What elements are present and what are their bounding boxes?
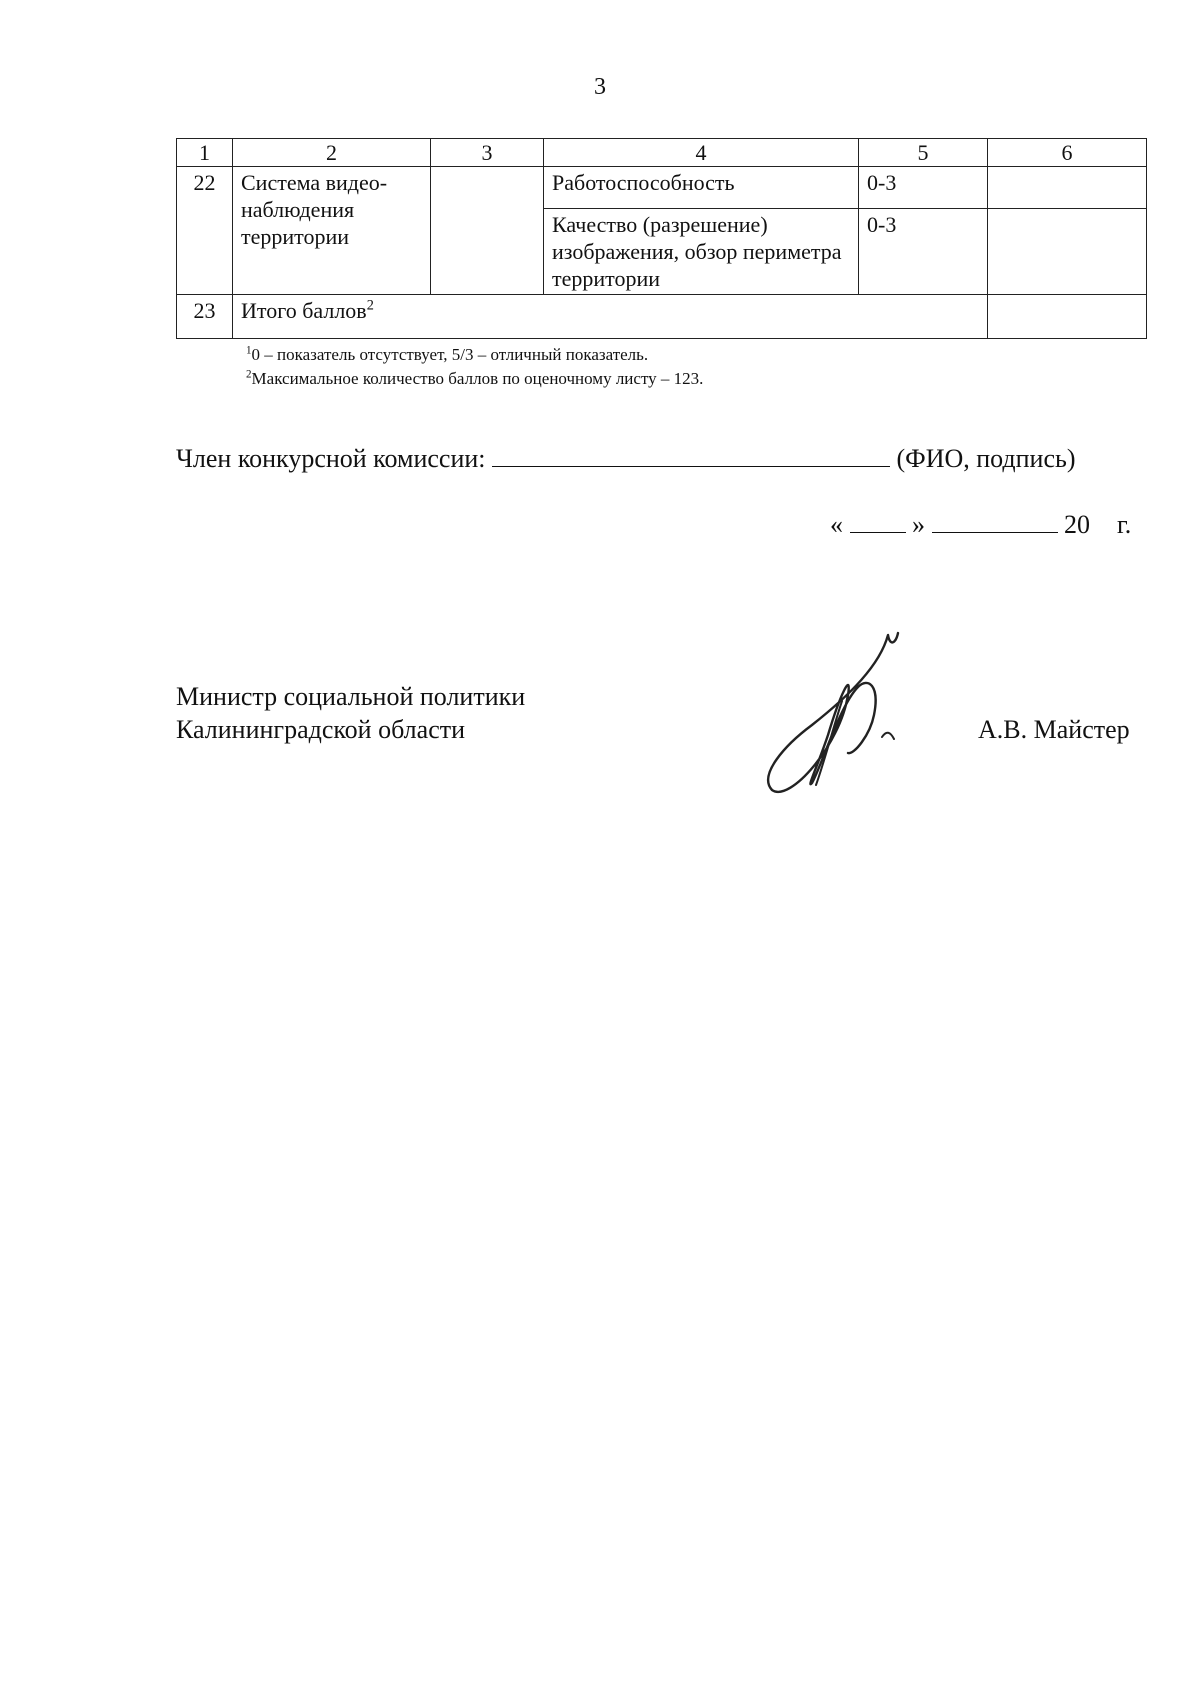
commission-member-label: Член конкурсной комиссии: xyxy=(176,444,486,473)
date-year-prefix: 20 xyxy=(1064,510,1090,539)
footnotes xyxy=(246,343,703,391)
criterion-text: Качество (разрешение) изображения, обзор периметра территории xyxy=(544,209,859,295)
date-close-quote: » xyxy=(912,510,925,539)
table-row-22 xyxy=(177,167,1147,209)
minister-title-line-1: Министр социальной политики xyxy=(176,682,526,711)
minister-name: А.В. Майстер xyxy=(978,715,1130,744)
footnote-2 xyxy=(246,367,703,391)
date-open-quote: « xyxy=(830,510,843,539)
criterion-result xyxy=(988,209,1147,295)
footnote-1 xyxy=(246,343,703,367)
header-cell-5: 5 xyxy=(859,139,988,167)
header-cell-4: 4 xyxy=(544,139,859,167)
row-number-22: 22 xyxy=(177,167,233,295)
date-line xyxy=(830,504,1150,542)
footnote-2-text: Максимальное количество баллов по оценочному листу – 123. xyxy=(251,369,704,388)
header-cell-1: 1 xyxy=(177,139,233,167)
handwritten-signature xyxy=(730,625,910,795)
row-name-22: Система видео-наблюдения территории xyxy=(233,167,431,295)
footnote-2-mark: 2 xyxy=(246,368,252,381)
commission-member-line xyxy=(176,438,1136,476)
date-day-field[interactable] xyxy=(850,504,906,533)
table-header-row xyxy=(177,139,1147,167)
criterion-score: 0-3 xyxy=(859,167,988,209)
commission-member-signature-field[interactable] xyxy=(492,438,890,467)
table-row-23 xyxy=(177,295,1147,339)
total-value xyxy=(988,295,1147,339)
total-label-text: Итого баллов xyxy=(241,298,367,323)
total-label xyxy=(233,295,988,339)
header-cell-6: 6 xyxy=(988,139,1147,167)
minister-title-line-2: Калининградской области xyxy=(176,715,466,744)
row-col3-22 xyxy=(431,167,544,295)
date-year-suffix: г. xyxy=(1117,510,1132,539)
footnote-1-mark: 1 xyxy=(246,344,252,357)
total-label-footnote-mark: 2 xyxy=(366,297,374,314)
header-cell-3: 3 xyxy=(431,139,544,167)
commission-member-suffix: (ФИО, подпись) xyxy=(896,444,1076,473)
footnote-1-text: 0 – показатель отсутствует, 5/3 – отличный показатель. xyxy=(251,345,649,364)
header-cell-2: 2 xyxy=(233,139,431,167)
minister-title xyxy=(176,680,525,746)
row-number-23: 23 xyxy=(177,295,233,339)
page-number: 3 xyxy=(594,74,606,100)
score-table xyxy=(176,138,1147,339)
criterion-score: 0-3 xyxy=(859,209,988,295)
date-month-field[interactable] xyxy=(932,504,1058,533)
criterion-text: Работоспособность xyxy=(544,167,859,209)
criterion-result xyxy=(988,167,1147,209)
